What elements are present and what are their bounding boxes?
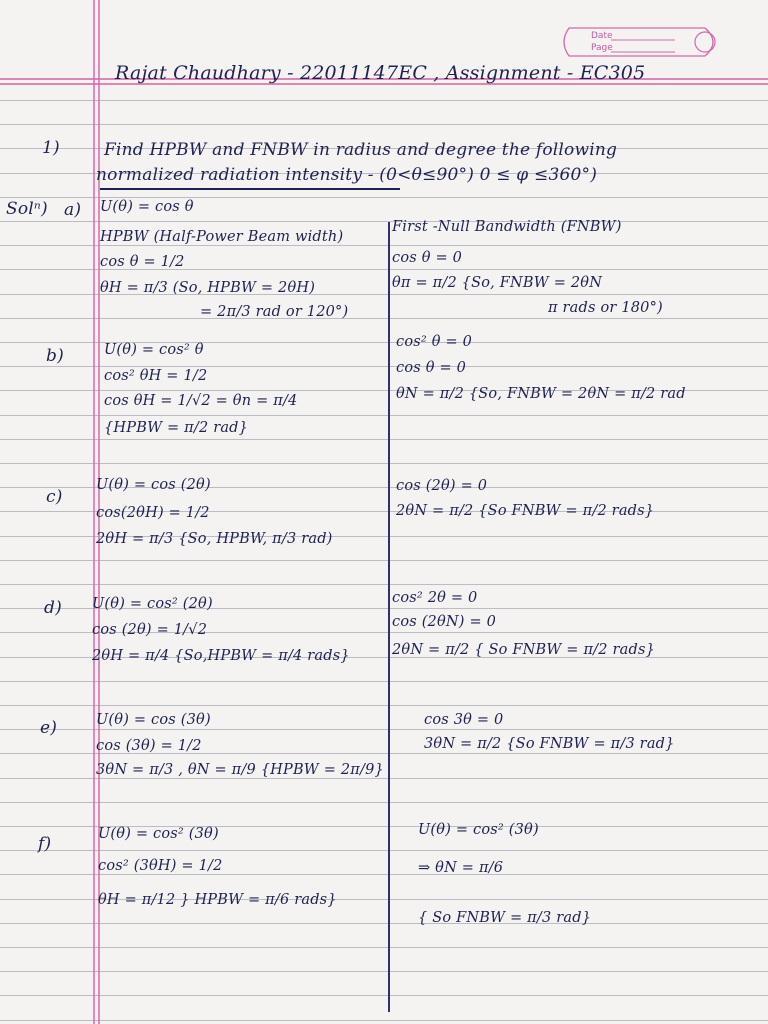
left-step: U(θ) = cos θ [100,199,194,215]
right-step: cos (2θN) = 0 [392,614,497,630]
part-label: d) [44,598,62,618]
left-step: U(θ) = cos² θ [104,342,204,358]
left-step: 2θH = π/4 {So,HPBW = π/4 rads} [92,648,350,664]
page-label: Page [591,43,613,53]
part-label: b) [46,346,64,366]
left-step: cos² (3θH) = 1/2 [98,858,223,874]
right-step: 2θN = π/2 { So FNBW = π/2 rads} [392,642,656,658]
left-step: HPBW (Half-Power Beam width) [100,229,344,245]
question-underline [100,188,400,190]
ruled-line [0,245,768,246]
ruled-line [0,584,768,585]
left-step: cos(2θH) = 1/2 [96,505,210,521]
right-step: 3θN = π/2 {So FNBW = π/3 rad} [424,736,675,752]
ruled-line [0,923,768,924]
ruled-line [0,874,768,875]
ruled-line [0,850,768,851]
ruled-line [0,439,768,440]
left-step: cos θH = 1/√2 = θn = π/4 [104,393,298,409]
ruled-line [0,681,768,682]
question-line-2: normalized radiation intensity - (0<θ≤90°) 0 ≤ φ ≤360°) [96,165,598,185]
left-step: U(θ) = cos (3θ) [96,712,211,728]
left-step: 2θH = π/3 {So, HPBW, π/3 rad) [96,531,333,547]
left-step: U(θ) = cos² (2θ) [92,596,213,612]
ruled-line [0,947,768,948]
left-step: = 2π/3 rad or 120°) [200,304,349,320]
part-label: f) [38,834,52,854]
date-label: Date [591,31,613,41]
right-step: π rads or 180°) [548,300,663,316]
left-step: θH = π/12 } HPBW = π/6 rads} [98,892,337,908]
ruled-line [0,995,768,996]
left-step: U(θ) = cos (2θ) [96,477,211,493]
ruled-line [0,802,768,803]
left-step: θH = π/3 (So, HPBW = 2θH) [100,280,316,296]
right-step: First -Null Bandwidth (FNBW) [392,219,622,235]
ruled-line [0,971,768,972]
right-step: θπ = π/2 {So, FNBW = 2θN [392,275,603,291]
right-step: cos 3θ = 0 [424,712,504,728]
part-label: c) [46,487,63,507]
ruled-line [0,318,768,319]
ruled-line [0,100,768,101]
right-step: cos (2θ) = 0 [396,478,488,494]
right-step: 2θN = π/2 {So FNBW = π/2 rads} [396,503,655,519]
right-step: { So FNBW = π/3 rad} [418,910,592,926]
left-step: U(θ) = cos² (3θ) [98,826,219,842]
solution-label: Solⁿ) [6,199,48,219]
question-line-1: Find HPBW and FNBW in radius and degree the following [104,140,618,160]
ruled-line [0,124,768,125]
ruled-line [0,560,768,561]
right-step: cos θ = 0 [392,250,463,266]
ruled-line [0,221,768,222]
ruled-line [0,197,768,198]
left-step: {HPBW = π/2 rad} [104,420,249,436]
right-step: cos θ = 0 [396,360,467,376]
question-number: 1) [42,138,60,158]
left-step: 3θN = π/3 , θN = π/9 {HPBW = 2π/9} [96,762,384,778]
right-step: U(θ) = cos² (3θ) [418,822,539,838]
right-step: θN = π/2 {So, FNBW = 2θN = π/2 rad [396,386,686,402]
ruled-line [0,415,768,416]
right-step: ⇒ θN = π/6 [418,860,504,876]
part-label: e) [40,718,58,738]
ruled-line [0,729,768,730]
date-page-stamp [555,18,725,66]
right-step: cos² θ = 0 [396,334,473,350]
left-step: cos θ = 1/2 [100,254,185,270]
stamp-border-icon [555,18,725,66]
right-step: cos² 2θ = 0 [392,590,478,606]
left-step: cos (2θ) = 1/√2 [92,622,208,638]
part-label: a) [64,200,82,220]
left-margin-line [93,0,95,1024]
ruled-line [0,463,768,464]
page-title: Rajat Chaudhary - 22011147EC , Assignment - EC305 [115,62,646,84]
ruled-line [0,705,768,706]
column-divider [388,222,390,1012]
ruled-line [0,1020,768,1021]
left-step: cos² θH = 1/2 [104,368,208,384]
left-step: cos (3θ) = 1/2 [96,738,202,754]
